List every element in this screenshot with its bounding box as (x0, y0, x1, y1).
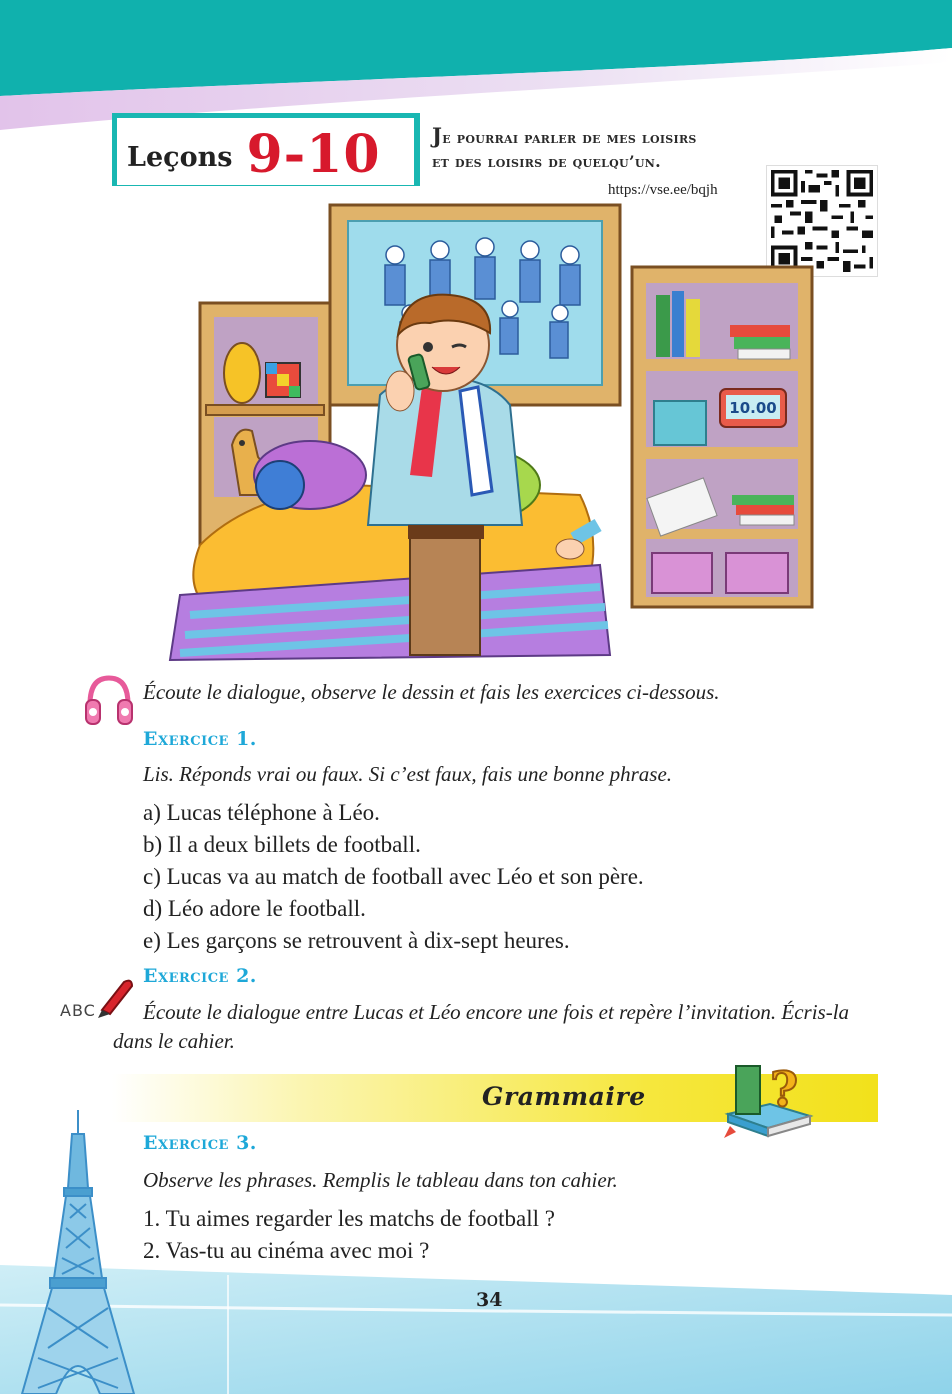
exercise-3-instruction: Observe les phrases. Remplis le tableau dans ton cahier. (143, 1168, 618, 1192)
list-item: 1. Tu aimes regarder les matchs de football ? (143, 1206, 555, 1231)
alarm-clock (720, 389, 786, 427)
objective-line-1: e pourrai parler de mes loisirs (442, 128, 697, 147)
lesson-word: Leçons (127, 142, 233, 173)
list-item: a) Lucas téléphone à Léo. (143, 800, 380, 825)
headphones-icon[interactable] (84, 672, 134, 728)
lesson-number: 9-10 (246, 124, 381, 185)
list-item: c) Lucas va au match de football avec Léo et son père. (143, 864, 644, 889)
bottom-banner (0, 1265, 952, 1394)
list-item: d) Léo adore le football. (143, 896, 366, 921)
list-item: 2. Vas-tu au cinéma avec moi ? (143, 1238, 430, 1263)
intro-instruction: Écoute le dialogue, observe le dessin et fais les exercices ci-dessous. (143, 680, 720, 704)
exercise-3-list (143, 1203, 555, 1267)
lesson-header-box (112, 113, 420, 185)
storage-box (654, 401, 706, 445)
exercise-3-title: Exercice 3. (143, 1132, 257, 1154)
eiffel-tower-icon (18, 1108, 138, 1394)
lemon-toy (224, 343, 260, 403)
bedroom-illustration (160, 195, 832, 665)
rubik-cube (266, 363, 300, 397)
exercise-1-list (143, 797, 644, 957)
resource-url[interactable]: https://vse.ee/bqjh (608, 182, 718, 198)
grammar-title: Grammaire (482, 1082, 646, 1111)
svg-text:?: ? (769, 1062, 799, 1118)
grammar-book-icon (720, 1056, 816, 1140)
objective-initial: J (432, 123, 443, 148)
top-banner (0, 0, 952, 130)
list-item: e) Les garçons se retrouvent à dix-sept heures. (143, 928, 570, 953)
exercise-1-instruction: Lis. Réponds vrai ou faux. Si c’est faux, fais une bonne phrase. (143, 762, 673, 786)
clock-display: 10.00 (729, 399, 777, 417)
exercise-2-title: Exercice 2. (143, 965, 257, 987)
page-number: 34 (476, 1289, 503, 1311)
list-item: b) Il a deux billets de football. (143, 832, 421, 857)
abc-icon-text: ABC (60, 1001, 96, 1020)
exercise-2-instruction: Écoute le dialogue entre Lucas et Léo encore une fois et repère l’invitation. Écris-la dans le cahier. (113, 1000, 850, 1053)
objective-line-2: et des loisirs de quelqu’un. (432, 152, 661, 171)
exercise-1-title: Exercice 1. (143, 728, 257, 750)
